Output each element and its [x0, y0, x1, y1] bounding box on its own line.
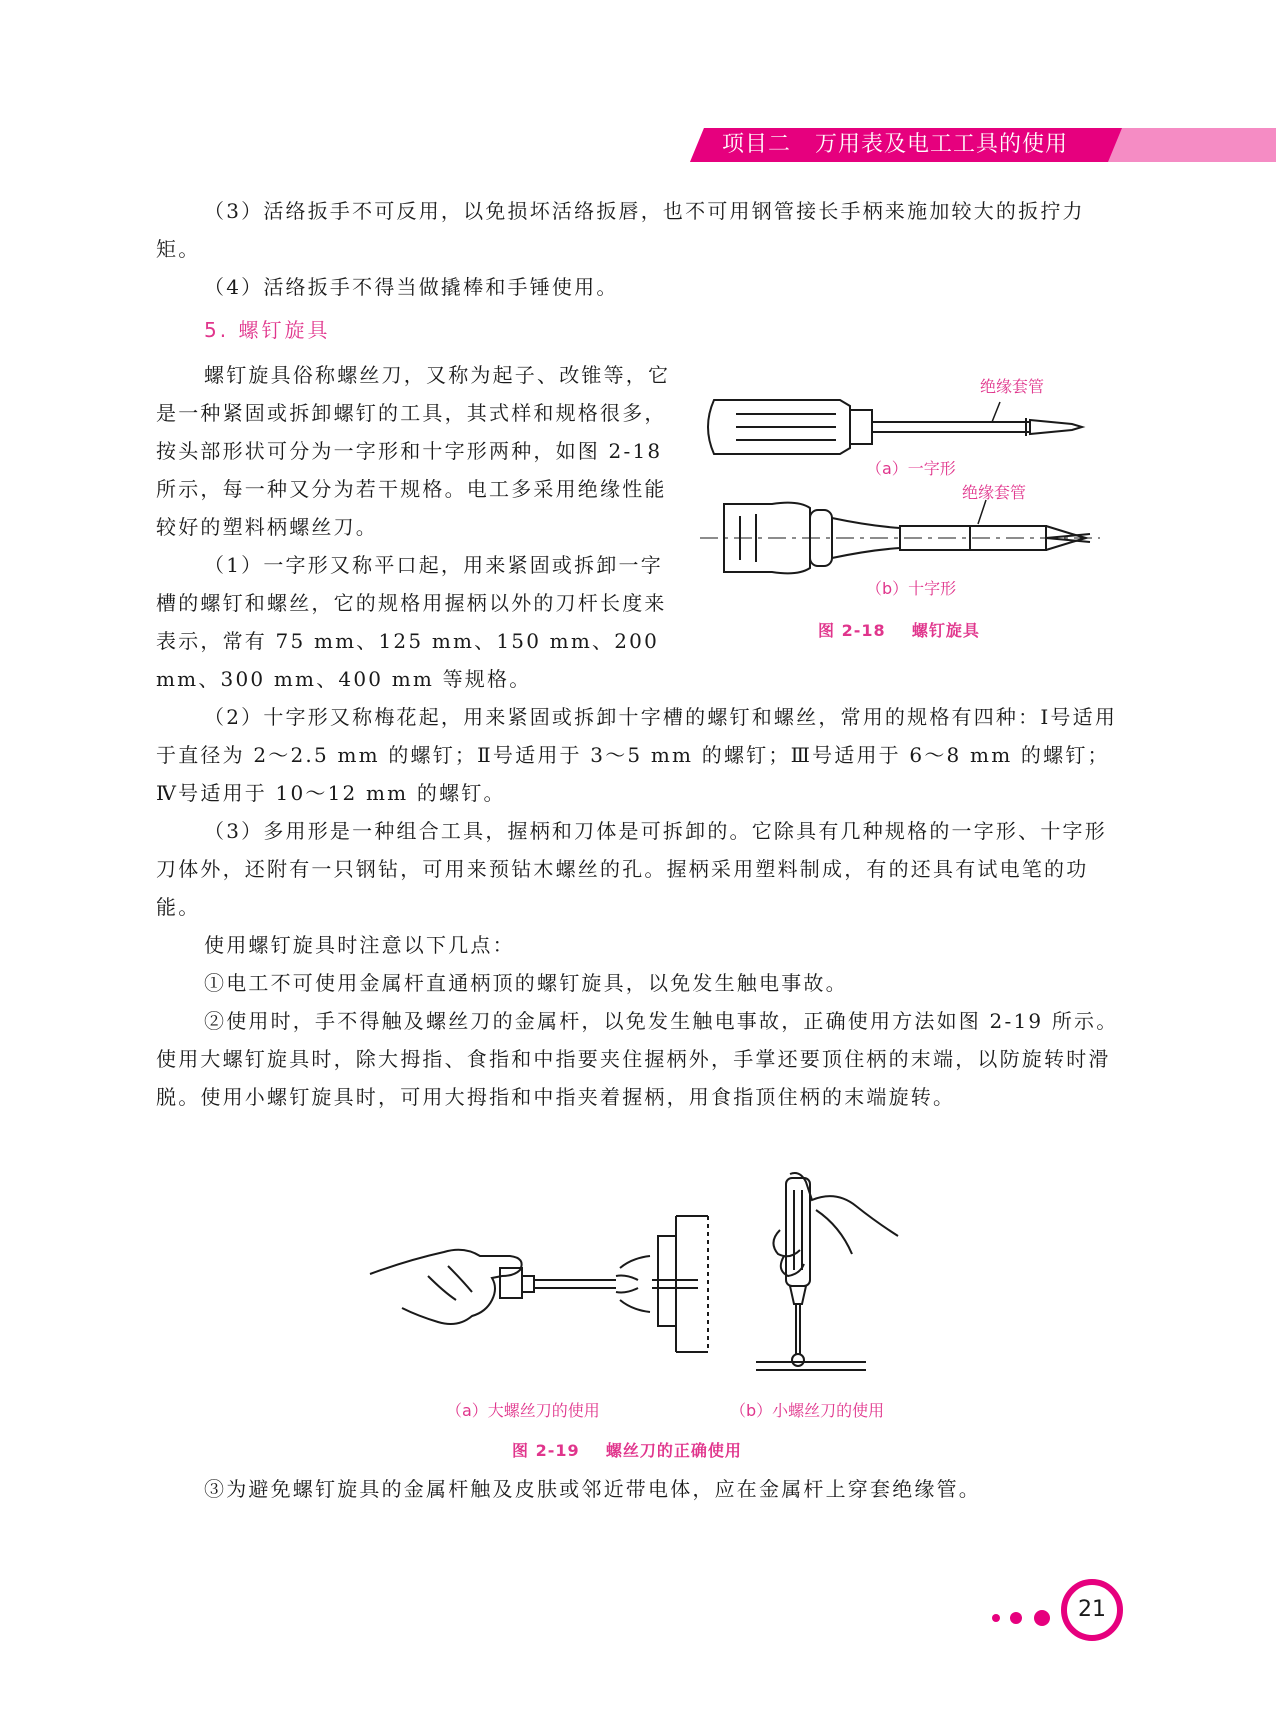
fig-2-19-caption: 图 2-19 螺丝刀的正确使用: [512, 1441, 742, 1460]
paragraph-note-2: ②使用时，手不得触及螺丝刀的金属杆，以免发生触电事故，正确使用方法如图 2-19 所示。使用大螺钉旋具时，除大拇指、食指和中指要夹住握柄外，手掌还要顶住柄的末端，以防旋转时滑脱。使用小螺钉旋具时，可用大拇指和中指夹着握柄，用食指顶住柄的末端旋转。: [156, 1009, 1119, 1109]
paragraph-notes-intro: 使用螺钉旋具时注意以下几点：: [204, 933, 515, 957]
section-title-screwdriver: 5. 螺钉旋具: [204, 318, 331, 342]
paragraph-flat-head: （1）一字形又称平口起，用来紧固或拆卸一字槽的螺钉和螺丝，它的规格用握柄以外的刀杆长度来表示，常有 75 mm、125 mm、150 mm、200 mm、300 mm、400 mm 等规格。: [156, 553, 667, 691]
paragraph-screwdriver-intro: 螺钉旋具俗称螺丝刀，又称为起子、改锥等，它是一种紧固或拆卸螺钉的工具，其式样和规格很多，按头部形状可分为一字形和十字形两种，如图 2-18 所示，每一种又分为若干规格。电工多采用绝缘性能较好的塑料柄螺丝刀。: [156, 363, 671, 539]
chapter-title: 项目二 万用表及电工工具的使用: [722, 132, 1068, 157]
small-screwdriver-use-illustration: [756, 1170, 916, 1386]
fig-2-19-label-b: （b）小螺丝刀的使用: [730, 1401, 885, 1420]
page-dots-decoration: [990, 1610, 1060, 1626]
paragraph-note-3: ③为避免螺钉旋具的金属杆触及皮肤或邻近带电体，应在金属杆上穿套绝缘管。: [204, 1477, 981, 1501]
fig-2-18-label-insulation-b: 绝缘套管: [962, 483, 1027, 502]
fig-2-19-label-a: （a）大螺丝刀的使用: [446, 1401, 600, 1420]
fig-2-18-label-b: （b）十字形: [866, 579, 957, 598]
page-number: 21: [1078, 1597, 1106, 1622]
fig-2-18-caption: 图 2-18 螺钉旋具: [818, 621, 980, 640]
phillips-screwdriver-illustration: [700, 494, 1100, 578]
paragraph-phillips: （2）十字形又称梅花起，用来紧固或拆卸十字槽的螺钉和螺丝，常用的规格有四种：Ⅰ号适用于直径为 2～2.5 mm 的螺钉；Ⅱ号适用于 3～5 mm 的螺钉；Ⅲ号适用于 6～8 mm 的螺钉；Ⅳ号适用于 10～12 mm 的螺钉。: [156, 705, 1118, 805]
fig-2-18-label-a: （a）一字形: [866, 459, 956, 478]
large-screwdriver-use-illustration: [368, 1196, 718, 1372]
flat-head-screwdriver-illustration: [700, 392, 1090, 462]
paragraph-wrench-4: （4）活络扳手不得当做撬棒和手锤使用。: [204, 275, 619, 299]
paragraph-multi-purpose: （3）多用形是一种组合工具，握柄和刀体是可拆卸的。它除具有几种规格的一字形、十字形刀体外，还附有一只钢钻，可用来预钻木螺丝的孔。握柄采用塑料制成，有的还具有试电笔的功能。: [156, 819, 1107, 919]
fig-2-18-label-insulation-a: 绝缘套管: [980, 377, 1045, 396]
paragraph-wrench-3: （3）活络扳手不可反用，以免损坏活络扳唇，也不可用钢管接长手柄来施加较大的扳拧力矩。: [156, 199, 1085, 261]
paragraph-note-1: ①电工不可使用金属杆直通柄顶的螺钉旋具，以免发生触电事故。: [204, 971, 848, 995]
